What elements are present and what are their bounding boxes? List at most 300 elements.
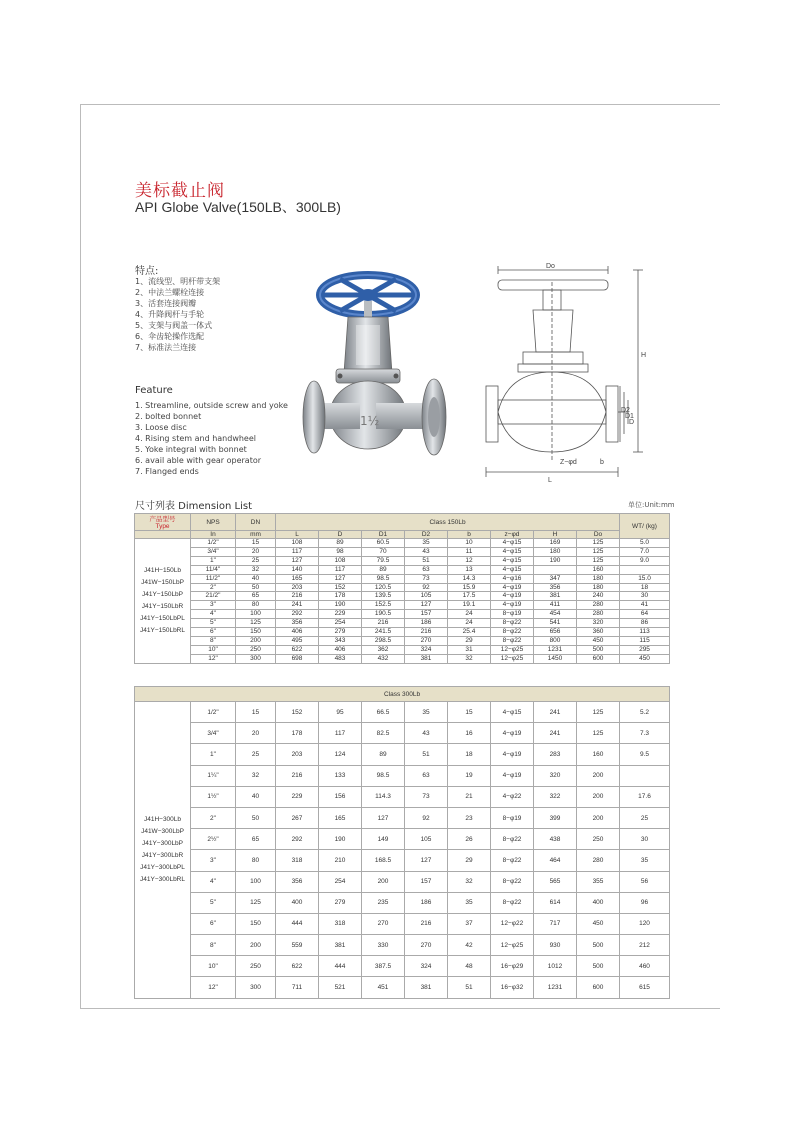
table-row xyxy=(135,892,670,913)
table-cell: 15 xyxy=(236,539,276,548)
table-cell: 51 xyxy=(448,977,491,998)
col-header-do: Do xyxy=(577,531,620,539)
table-cell: 8−φ22 xyxy=(491,871,534,892)
table-cell: 450 xyxy=(620,654,670,663)
table-cell: 600 xyxy=(577,977,620,998)
table-cell: 5.2 xyxy=(620,702,670,723)
col-header-d1: D1 xyxy=(362,531,405,539)
table-cell: 89 xyxy=(362,744,405,765)
table-cell: 51 xyxy=(405,556,448,565)
table-cell: 13 xyxy=(448,565,491,574)
table-cell: 25.4 xyxy=(448,628,491,637)
dimension-table-300 xyxy=(134,686,670,999)
table-cell: 50 xyxy=(236,807,276,828)
type-cell xyxy=(135,539,191,664)
table-cell: 432 xyxy=(362,654,405,663)
table-cell: 711 xyxy=(276,977,319,998)
table-cell: 82.5 xyxy=(362,723,405,744)
type-cell xyxy=(135,702,191,999)
table-cell: 65 xyxy=(236,829,276,850)
table-cell: 89 xyxy=(362,565,405,574)
table-cell: 500 xyxy=(577,935,620,956)
table-cell: 48 xyxy=(448,956,491,977)
table-cell: 95 xyxy=(319,702,362,723)
table-cell: 1/2" xyxy=(191,702,236,723)
table-cell: 15 xyxy=(236,702,276,723)
table-cell: 399 xyxy=(534,807,577,828)
table-cell: 216 xyxy=(276,765,319,786)
table-cell: 63 xyxy=(405,765,448,786)
table-cell: 11/2" xyxy=(191,574,236,583)
table-cell: 200 xyxy=(236,935,276,956)
table-cell: 3" xyxy=(191,850,236,871)
table-cell: 180 xyxy=(577,583,620,592)
table-cell: 250 xyxy=(577,829,620,850)
table-cell: 8−φ22 xyxy=(491,619,534,628)
table-cell: 347 xyxy=(534,574,577,583)
table-cell: 4−φ19 xyxy=(491,601,534,610)
table-cell: 355 xyxy=(577,871,620,892)
table-cell: 17.6 xyxy=(620,786,670,807)
table-cell: 108 xyxy=(276,539,319,548)
table-cell: 10" xyxy=(191,956,236,977)
table-cell: 622 xyxy=(276,645,319,654)
unit-label: 单位:Unit:mm xyxy=(628,501,675,509)
table-cell: 30 xyxy=(620,592,670,601)
table-row xyxy=(135,574,670,583)
table-cell: 4−φ15 xyxy=(491,702,534,723)
feature-en-item: 5. Yoke integral with bonnet xyxy=(135,445,247,454)
table-cell: 521 xyxy=(319,977,362,998)
table-row xyxy=(135,628,670,637)
table-cell: 117 xyxy=(319,723,362,744)
table-cell: 16 xyxy=(448,723,491,744)
table-cell: 190 xyxy=(319,829,362,850)
table-cell: 23 xyxy=(448,807,491,828)
table-cell: 200 xyxy=(577,786,620,807)
table-row xyxy=(135,565,670,574)
table-cell: 10" xyxy=(191,645,236,654)
col-header-l: L xyxy=(276,531,319,539)
table-cell: 279 xyxy=(319,628,362,637)
bottom-rule xyxy=(80,1008,720,1009)
type-name: J41W−300LbP xyxy=(141,827,184,835)
table-cell: 411 xyxy=(534,601,577,610)
wt-header: WT/ (kg) xyxy=(620,514,670,539)
table-cell: 73 xyxy=(405,786,448,807)
table-cell: 15 xyxy=(448,702,491,723)
table-cell: 406 xyxy=(276,628,319,637)
table-cell: 98.5 xyxy=(362,574,405,583)
table-cell: 200 xyxy=(577,765,620,786)
table-cell: 96 xyxy=(620,892,670,913)
table-cell: 203 xyxy=(276,583,319,592)
table-cell: 4−φ19 xyxy=(491,765,534,786)
table-cell: 25 xyxy=(620,807,670,828)
table-cell: 19.1 xyxy=(448,601,491,610)
table-cell: 152.5 xyxy=(362,601,405,610)
table-cell: 241.5 xyxy=(362,628,405,637)
table-cell: 292 xyxy=(276,829,319,850)
table-cell: 8−φ22 xyxy=(491,628,534,637)
table-cell: 210 xyxy=(319,850,362,871)
table-cell: 717 xyxy=(534,913,577,934)
table-cell: 500 xyxy=(577,956,620,977)
table-cell: 178 xyxy=(276,723,319,744)
table-cell: 113 xyxy=(620,628,670,637)
table-cell: 35 xyxy=(448,892,491,913)
table-cell: 42 xyxy=(448,935,491,956)
technical-drawing xyxy=(478,262,668,487)
feature-en-item: 4. Rising stem and handwheel xyxy=(135,434,256,443)
table-cell: 35 xyxy=(620,850,670,871)
table-cell: 86 xyxy=(620,619,670,628)
table-cell: 98 xyxy=(319,547,362,556)
table-cell: 98.5 xyxy=(362,765,405,786)
table-cell: 115 xyxy=(620,636,670,645)
table-row xyxy=(135,601,670,610)
table-cell: 40 xyxy=(236,786,276,807)
table-cell: 14.3 xyxy=(448,574,491,583)
table-cell: 32 xyxy=(236,765,276,786)
table-cell: 254 xyxy=(319,871,362,892)
feature-cn-item: 5、支架与阀盖一体式 xyxy=(135,321,213,330)
table-cell: 41 xyxy=(620,601,670,610)
table-cell: 241 xyxy=(534,702,577,723)
table-cell: 279 xyxy=(319,892,362,913)
table-cell: 381 xyxy=(534,592,577,601)
table-cell: 400 xyxy=(577,892,620,913)
valve-photo xyxy=(300,265,455,490)
col-header-d: D xyxy=(319,531,362,539)
table-cell: 18 xyxy=(448,744,491,765)
table-cell: 124 xyxy=(319,744,362,765)
dn-header: DN xyxy=(236,514,276,531)
table-cell: 3/4" xyxy=(191,723,236,744)
table-cell: 4−φ15 xyxy=(491,547,534,556)
table-cell: 500 xyxy=(577,645,620,654)
table-cell: 318 xyxy=(319,913,362,934)
table-cell: 169 xyxy=(534,539,577,548)
table-row xyxy=(135,556,670,565)
table-cell: 160 xyxy=(577,565,620,574)
table-cell: 12 xyxy=(448,556,491,565)
table-cell: 216 xyxy=(276,592,319,601)
table-cell: 400 xyxy=(276,892,319,913)
table-cell: 157 xyxy=(405,610,448,619)
table-cell: 125 xyxy=(577,723,620,744)
table-cell: 381 xyxy=(319,935,362,956)
table-cell: 12−φ22 xyxy=(491,913,534,934)
table-cell: 600 xyxy=(577,654,620,663)
table-row xyxy=(135,592,670,601)
table-cell: 32 xyxy=(448,871,491,892)
table-cell: 324 xyxy=(405,956,448,977)
type-header-en: Type xyxy=(155,523,170,530)
table-cell: 43 xyxy=(405,723,448,744)
table-cell: 21 xyxy=(448,786,491,807)
table-row xyxy=(135,765,670,786)
table-cell: 89 xyxy=(319,539,362,548)
table-cell: 11/4" xyxy=(191,565,236,574)
table-cell: 216 xyxy=(405,628,448,637)
table-cell: 8−φ19 xyxy=(491,610,534,619)
table-cell: 203 xyxy=(276,744,319,765)
table-cell: 800 xyxy=(534,636,577,645)
table-cell: 117 xyxy=(319,565,362,574)
table-cell: 63 xyxy=(405,565,448,574)
table-row xyxy=(135,636,670,645)
table-cell: 1/2" xyxy=(191,539,236,548)
page-title-en: API Globe Valve(150LB、300LB) xyxy=(135,199,341,215)
table-cell: 4−φ16 xyxy=(491,574,534,583)
table-cell: 343 xyxy=(319,636,362,645)
table-cell: 79.5 xyxy=(362,556,405,565)
table-cell: 65 xyxy=(236,592,276,601)
table-cell: 12" xyxy=(191,977,236,998)
table-cell: 300 xyxy=(236,977,276,998)
drawing-label-l: L xyxy=(548,477,552,484)
table-cell: 381 xyxy=(405,977,448,998)
feature-cn-item: 7、标准法兰连接 xyxy=(135,343,197,352)
table-row xyxy=(135,913,670,934)
table-cell: 150 xyxy=(236,628,276,637)
table-cell: 40 xyxy=(236,574,276,583)
table-row xyxy=(135,977,670,998)
table-cell: 120.5 xyxy=(362,583,405,592)
type-name: J41Y−300LbP xyxy=(141,839,184,847)
table-cell: 160 xyxy=(577,744,620,765)
table-cell: 4" xyxy=(191,871,236,892)
table-cell: 12−φ25 xyxy=(491,645,534,654)
table-cell: 150 xyxy=(236,913,276,934)
table-cell: 5.0 xyxy=(620,539,670,548)
col-header-d2: D2 xyxy=(405,531,448,539)
table-cell: 3" xyxy=(191,601,236,610)
table-cell: 300 xyxy=(236,654,276,663)
feature-cn-item: 2、中法兰螺栓连接 xyxy=(135,288,205,297)
table-cell: 24 xyxy=(448,610,491,619)
table-cell: 1" xyxy=(191,556,236,565)
type-header xyxy=(135,514,191,531)
table-cell: 4−φ19 xyxy=(491,744,534,765)
table-cell: 295 xyxy=(620,645,670,654)
table-cell: 444 xyxy=(319,956,362,977)
table-cell: 165 xyxy=(276,574,319,583)
table-cell xyxy=(620,565,670,574)
table-cell: 29 xyxy=(448,636,491,645)
type-name: J41Y−150LbPL xyxy=(140,614,185,622)
table-cell: 125 xyxy=(236,619,276,628)
table-cell: 483 xyxy=(319,654,362,663)
col-header-b: b xyxy=(448,531,491,539)
table-cell: 270 xyxy=(362,913,405,934)
table-cell: 190.5 xyxy=(362,610,405,619)
table-cell: 152 xyxy=(319,583,362,592)
feature-cn-item: 3、活套连接阀瓣 xyxy=(135,299,197,308)
table-row xyxy=(135,850,670,871)
drawing-label-do: Do xyxy=(546,263,555,270)
table-cell: 25 xyxy=(236,744,276,765)
table-cell: 1¼" xyxy=(191,765,236,786)
feature-en-item: 1. Streamline, outside screw and yoke xyxy=(135,401,288,410)
in-header: In xyxy=(191,531,236,539)
table-row xyxy=(135,744,670,765)
table-cell: 362 xyxy=(362,645,405,654)
table-cell: 92 xyxy=(405,583,448,592)
feature-en-item: 3. Loose disc xyxy=(135,423,187,432)
table-cell: 438 xyxy=(534,829,577,850)
table-row xyxy=(135,702,670,723)
table-row xyxy=(135,645,670,654)
table-cell: 229 xyxy=(319,610,362,619)
table-cell: 318 xyxy=(276,850,319,871)
top-rule xyxy=(80,104,720,105)
dimension-list-title: 尺寸列表 Dimension List xyxy=(135,501,252,512)
table-cell: 464 xyxy=(534,850,577,871)
type-header-cn: 产品型号 xyxy=(149,516,176,523)
table-cell: 80 xyxy=(236,601,276,610)
table-cell: 614 xyxy=(534,892,577,913)
table-cell: 4−φ19 xyxy=(491,723,534,744)
table-cell: 35 xyxy=(405,539,448,548)
table-cell: 127 xyxy=(319,574,362,583)
feature-en-item: 7. Flanged ends xyxy=(135,467,199,476)
table-cell: 32 xyxy=(448,654,491,663)
table-cell: 4−φ15 xyxy=(491,565,534,574)
table-cell: 267 xyxy=(276,807,319,828)
type-name: J41Y−300LbRL xyxy=(140,875,185,883)
table-cell: 387.5 xyxy=(362,956,405,977)
table-cell: 9.5 xyxy=(620,744,670,765)
table-cell: 565 xyxy=(534,871,577,892)
table-cell: 35 xyxy=(405,702,448,723)
nps-header: NPS xyxy=(191,514,236,531)
table-cell: 1450 xyxy=(534,654,577,663)
table-cell: 127 xyxy=(405,850,448,871)
table-cell: 1231 xyxy=(534,645,577,654)
table-cell: 156 xyxy=(319,786,362,807)
table-cell: 29 xyxy=(448,850,491,871)
table-cell: 216 xyxy=(405,913,448,934)
col-header-h: H xyxy=(534,531,577,539)
table-cell: 105 xyxy=(405,592,448,601)
features-cn-heading: 特点: xyxy=(135,266,159,277)
table-cell: 454 xyxy=(534,610,577,619)
feature-cn-item: 6、伞齿轮操作选配 xyxy=(135,332,205,341)
table-cell: 360 xyxy=(577,628,620,637)
table-cell: 2" xyxy=(191,583,236,592)
table-cell: 298.5 xyxy=(362,636,405,645)
drawing-label-d2: D2 xyxy=(621,407,630,414)
class150-header: Class 150Lb xyxy=(276,514,620,531)
table-cell: 1" xyxy=(191,744,236,765)
type-name: J41Y−150LbRL xyxy=(140,626,185,634)
table-cell: 25 xyxy=(236,556,276,565)
table-cell: 250 xyxy=(236,645,276,654)
feature-cn-item: 4、升降阀杆与手轮 xyxy=(135,310,205,319)
feature-en-item: 6. avail able with gear operator xyxy=(135,456,262,465)
table-cell: 11 xyxy=(448,547,491,556)
table-cell: 125 xyxy=(577,547,620,556)
type-name: J41Y−300LbR xyxy=(141,851,184,859)
table-cell: 460 xyxy=(620,956,670,977)
table-cell: 180 xyxy=(577,574,620,583)
table-row xyxy=(135,807,670,828)
table-cell: 8−φ19 xyxy=(491,807,534,828)
table-cell: 20 xyxy=(236,547,276,556)
class300-header: Class 300Lb xyxy=(135,687,670,702)
table-cell: 105 xyxy=(405,829,448,850)
table-cell: 168.5 xyxy=(362,850,405,871)
features-en-heading: Feature xyxy=(135,385,173,396)
table-cell: 9.0 xyxy=(620,556,670,565)
table-cell: 250 xyxy=(236,956,276,977)
table-cell: 240 xyxy=(577,592,620,601)
table-cell: 186 xyxy=(405,619,448,628)
table-cell: 320 xyxy=(577,619,620,628)
table-cell: 15.0 xyxy=(620,574,670,583)
drawing-label-d: D xyxy=(629,419,635,426)
table-cell: 16−φ29 xyxy=(491,956,534,977)
table-cell: 241 xyxy=(534,723,577,744)
table-cell: 190 xyxy=(534,556,577,565)
table-cell: 16−φ32 xyxy=(491,977,534,998)
table-cell: 56 xyxy=(620,871,670,892)
table-cell: 66.5 xyxy=(362,702,405,723)
table-cell: 320 xyxy=(534,765,577,786)
table-cell: 322 xyxy=(534,786,577,807)
table-cell: 120 xyxy=(620,913,670,934)
table-cell: 450 xyxy=(577,913,620,934)
table-cell: 108 xyxy=(319,556,362,565)
table-row xyxy=(135,539,670,548)
table-cell: 330 xyxy=(362,935,405,956)
type-name: J41H−150Lb xyxy=(143,566,182,574)
table-cell: 17.5 xyxy=(448,592,491,601)
drawing-label-z: Z−φd xyxy=(560,459,577,466)
table-cell: 133 xyxy=(319,765,362,786)
features-cn-list xyxy=(135,276,220,353)
table-cell: 541 xyxy=(534,619,577,628)
drawing-label-d1: D1 xyxy=(625,413,634,420)
table-cell: 26 xyxy=(448,829,491,850)
table-cell: 51 xyxy=(405,744,448,765)
table-cell xyxy=(534,565,577,574)
table-cell: 186 xyxy=(405,892,448,913)
table-cell: 212 xyxy=(620,935,670,956)
feature-cn-item: 1、流线型、明杆带支架 xyxy=(135,277,221,286)
table-cell: 200 xyxy=(362,871,405,892)
table-cell: 5" xyxy=(191,619,236,628)
table-cell: 254 xyxy=(319,619,362,628)
table-cell: 6" xyxy=(191,628,236,637)
mm-header: mm xyxy=(236,531,276,539)
table-cell: 127 xyxy=(276,556,319,565)
table-cell: 20 xyxy=(236,723,276,744)
table-cell: 30 xyxy=(620,829,670,850)
type-name: J41Y−300LbPL xyxy=(140,863,185,871)
table-cell: 356 xyxy=(534,583,577,592)
table-cell: 80 xyxy=(236,850,276,871)
table-cell: 114.3 xyxy=(362,786,405,807)
table-cell: 12−φ25 xyxy=(491,654,534,663)
table-cell: 19 xyxy=(448,765,491,786)
table-row xyxy=(135,583,670,592)
table-cell: 139.5 xyxy=(362,592,405,601)
table-cell: 381 xyxy=(405,654,448,663)
type-name: J41Y−150LbR xyxy=(141,602,184,610)
